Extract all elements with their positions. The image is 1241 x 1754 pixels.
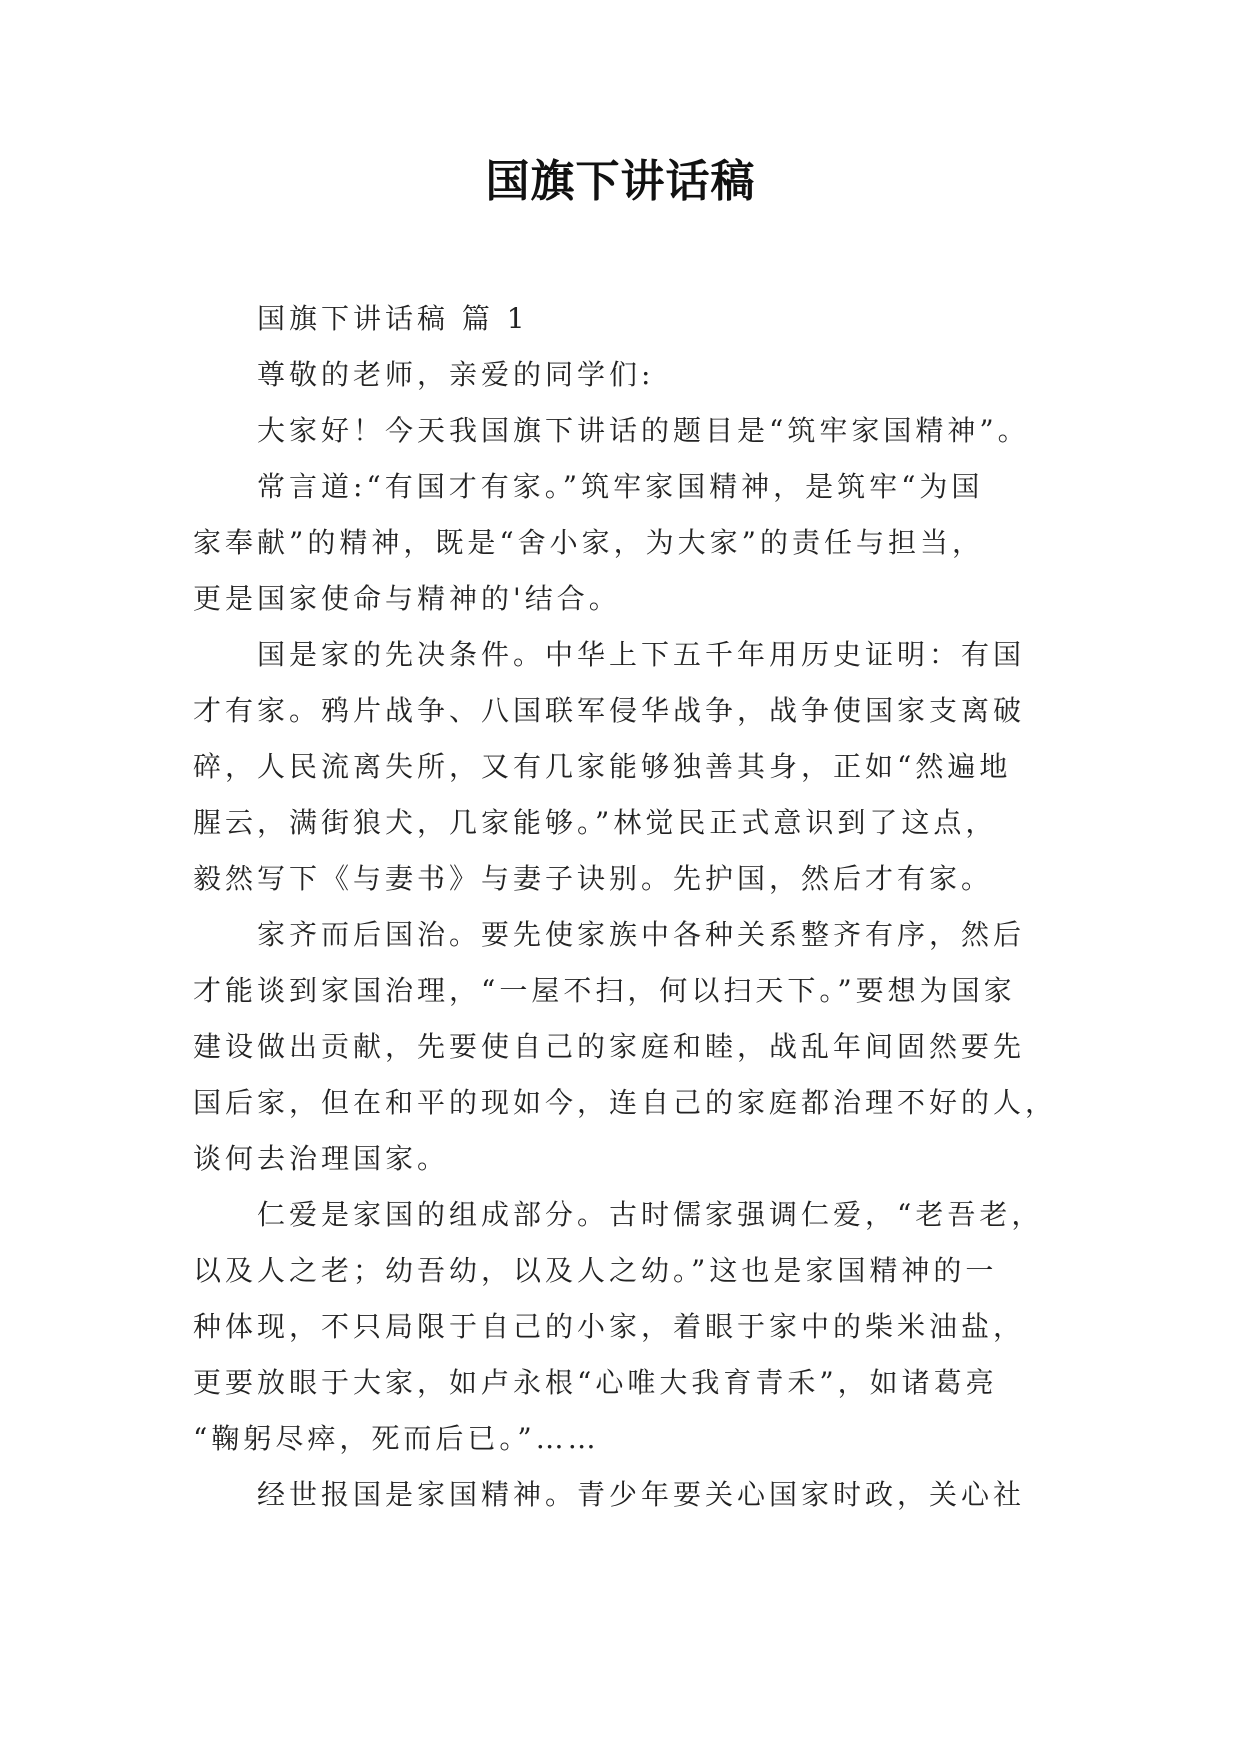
paragraph-line: 国是家的先决条件。中华上下五千年用历史证明：有国 [257,638,1026,671]
paragraph-line: 大家好！今天我国旗下讲话的题目是“筑牢家国精神”。 [257,414,1030,447]
document-body [193,291,1073,1523]
salutation: 尊敬的老师，亲爱的同学们: [257,358,655,391]
paragraph-line: 更要放眼于大家，如卢永根“心唯大我育青禾”，如诸葛亮 [193,1366,998,1399]
paragraph-line: 建设做出贡献，先要使自己的家庭和睦，战乱年间固然要先 [193,1030,1026,1063]
paragraph-line: 毅然写下《与妻书》与妻子诀别。先护国，然后才有家。 [193,862,994,895]
paragraph-line: 以及人之老；幼吾幼，以及人之幼。”这也是家国精神的一 [193,1254,998,1287]
document-title: 国旗下讲话稿 [485,156,756,207]
paragraph-line: 经世报国是家国精神。青少年要关心国家时政，关心社 [257,1478,1026,1511]
paragraph-line: 家齐而后国治。要先使家族中各种关系整齐有序，然后 [257,918,1026,951]
paragraph [193,1467,1073,1523]
paragraph [193,403,1073,459]
paragraph-line: 才能谈到家国治理，“一屋不扫，何以扫天下。”要想为国家 [193,974,1016,1007]
paragraph-line: 常言道:“有国才有家。”筑牢家国精神，是筑牢“为国 [257,470,984,503]
paragraph-line: 腥云，满街狼犬，几家能够。”林觉民正式意识到了这点， [193,806,998,839]
paragraph-line: 仁爱是家国的组成部分。古时儒家强调仁爱，“老吾老， [257,1198,1044,1231]
section-heading: 国旗下讲话稿 篇 1 [257,302,529,335]
paragraph-line: 更是国家使命与精神的'结合。 [193,582,621,615]
paragraph-line: 谈何去治理国家。 [193,1142,450,1175]
paragraph-line: 才有家。鸦片战争、八国联军侵华战争，战争使国家支离破 [193,694,1026,727]
paragraph-line: 种体现，不只局限于自己的小家，着眼于家中的柴米油盐， [193,1310,1026,1343]
paragraph-line: 国后家，但在和平的现如今，连自己的家庭都治理不好的人， [193,1086,1058,1119]
paragraph [193,907,1073,1187]
paragraph-line: 家奉献”的精神，既是“舍小家，为大家”的责任与担当， [193,526,984,559]
paragraph-line: 碎，人民流离失所，又有几家能够独善其身，正如“然遍地 [193,750,1012,783]
paragraph [193,459,1073,627]
paragraph [193,627,1073,907]
paragraph-line: “鞠躬尽瘁，死而后已。”…… [193,1422,600,1455]
paragraph [193,1187,1073,1467]
